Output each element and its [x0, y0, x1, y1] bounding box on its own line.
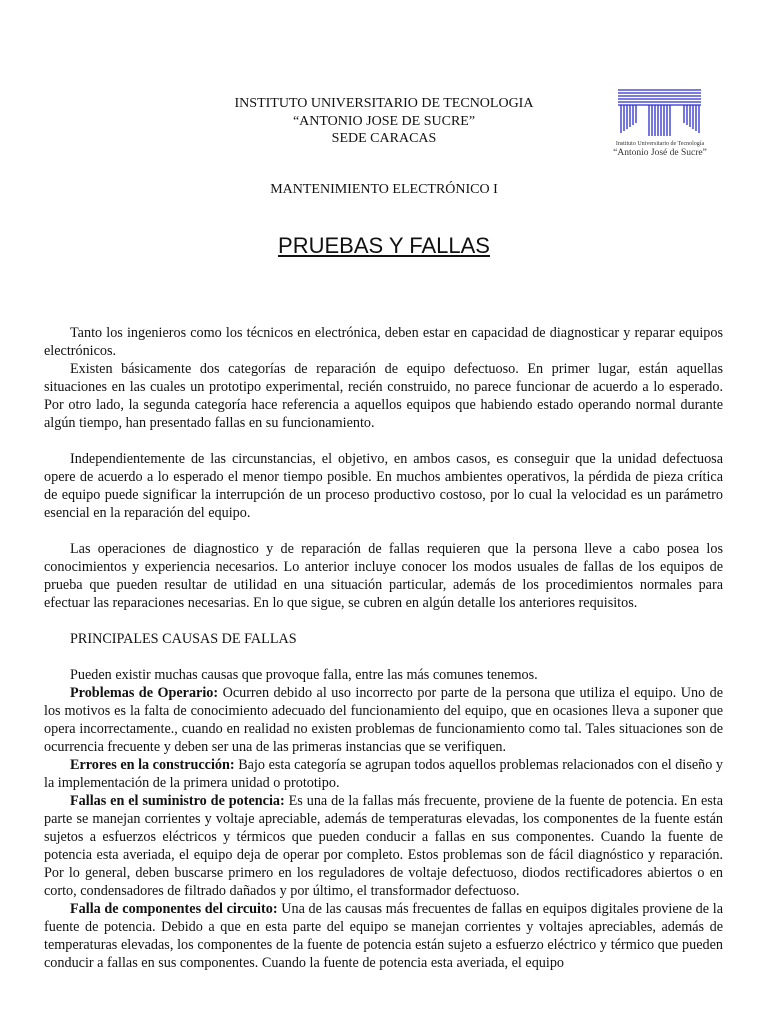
item-term: Fallas en el suministro de potencia:: [70, 793, 285, 809]
list-item: [44, 756, 723, 792]
item-text: Una de las causas más frecuentes de fallas en equipos digitales proviene de la fuente de potencia. Debido a que en esta parte del equipo se manejan corrientes y voltajes apreciables, además de temperaturas elevadas, los componentes de la fuente de potencia están sujeto a esfuerzo eléctrico y térmico que pueden conducir a fallas en sus componentes. Cuando la fuente de potencia esta averiada, el equipo: [44, 901, 723, 971]
paragraph: Existen básicamente dos categorías de reparación de equipo defectuoso. En primer lugar, están aquellas situaciones en las cuales un prototipo experimental, recién construido, no parece funcionar de acuerdo a lo esperado. Por otro lado, la segunda categoría hace referencia a aquellos equipos que habiendo estado operando normal durante algún tiempo, han presentado fallas en su funcionamiento.: [44, 361, 723, 431]
institution-logo: [591, 88, 729, 160]
campus-name: SEDE CARACAS: [331, 131, 437, 146]
item-term: Falla de componentes del circuito:: [70, 901, 278, 917]
logo-caption: “Antonio José de Sucre”: [613, 148, 707, 158]
paragraph: Las operaciones de diagnostico y de reparación de fallas requieren que la persona lleve a cabo posea los conocimientos y experiencia necesarios. Lo anterior incluye conocer los modos usuales de fallas de los equipos de prueba que pueden resultar de utilidad en una situación particular, además de los procedimientos normales para efectuar las reparaciones necesarias. En lo que sigue, se cubren en algún detalle los anteriores requisitos.: [44, 541, 723, 611]
section-heading: PRINCIPALES CAUSAS DE FALLAS: [70, 631, 297, 647]
item-term: Errores en la construcción:: [70, 757, 235, 773]
item-text: Es una de la fallas más frecuente, proviene de la fuente de potencia. En esta parte se manejan corrientes y voltaje apreciable, además de temperaturas elevadas, los componentes de la fuente están sujetos a esfuerzos eléctricos y térmicos que pueden conducir a fallas en sus componentes. Cuando la fuente de potencia esta averiada, el equipo deja de operar por completo. Estos problemas son de fácil diagnóstico y reparación. Por lo general, deben buscarse primero en los reguladores de voltaje defectuoso, diodos rectificadores abiertos o en corto, condensadores de filtrado dañados y por último, el transformador defectuoso.: [44, 793, 723, 899]
paragraph: Tanto los ingenieros como los técnicos en electrónica, deben estar en capacidad de diagnosticar y reparar equipos electrónicos.: [44, 325, 723, 359]
list-item: [44, 684, 723, 756]
item-term: Problemas de Operario:: [70, 685, 219, 701]
logo-caption-small: Instituto Universitario de Tecnología: [615, 141, 705, 147]
list-item: [44, 900, 723, 972]
document-body: [44, 324, 723, 972]
paragraph: Independientemente de las circunstancias, el objetivo, en ambos casos, es conseguir que la unidad defectuosa opere de acuerdo a lo esperado el menor tiempo posible. En muchos ambientes operativos, la pérdida de pieza crítica de equipo puede significar la interrupción de un proceso productivo costoso, por lo cual la velocidad es un parámetro esencial en la reparación del equipo.: [44, 451, 723, 521]
document-title: PRUEBAS Y FALLAS: [278, 233, 490, 258]
institution-header: [160, 95, 608, 148]
list-item: [44, 792, 723, 900]
item-text: Bajo esta categoría se agrupan todos aquellos problemas relacionados con el diseño y la implementación de la primera unidad o prototipo.: [44, 757, 724, 791]
logo-icon: [591, 88, 729, 160]
section-intro: Pueden existir muchas causas que provoque falla, entre las más comunes tenemos.: [70, 667, 538, 683]
institution-subtitle: “ANTONIO JOSE DE SUCRE”: [292, 113, 476, 129]
course-name: MANTENIMIENTO ELECTRÓNICO I: [270, 182, 498, 197]
item-text: Ocurren debido al uso incorrecto por parte de la persona que utiliza el equipo. Uno de los motivos es la falta de conocimiento adecuado del funcionamiento del equipo, que en ocasiones lleva a suponer que opera incorrectamente., cuando en realidad no existen problemas de funcionamiento como tal. Tales situaciones son de ocurrencia frecuente y deben ser una de las primeras instancias que se verifiquen.: [44, 685, 723, 755]
institution-name: INSTITUTO UNIVERSITARIO DE TECNOLOGIA: [234, 96, 534, 111]
